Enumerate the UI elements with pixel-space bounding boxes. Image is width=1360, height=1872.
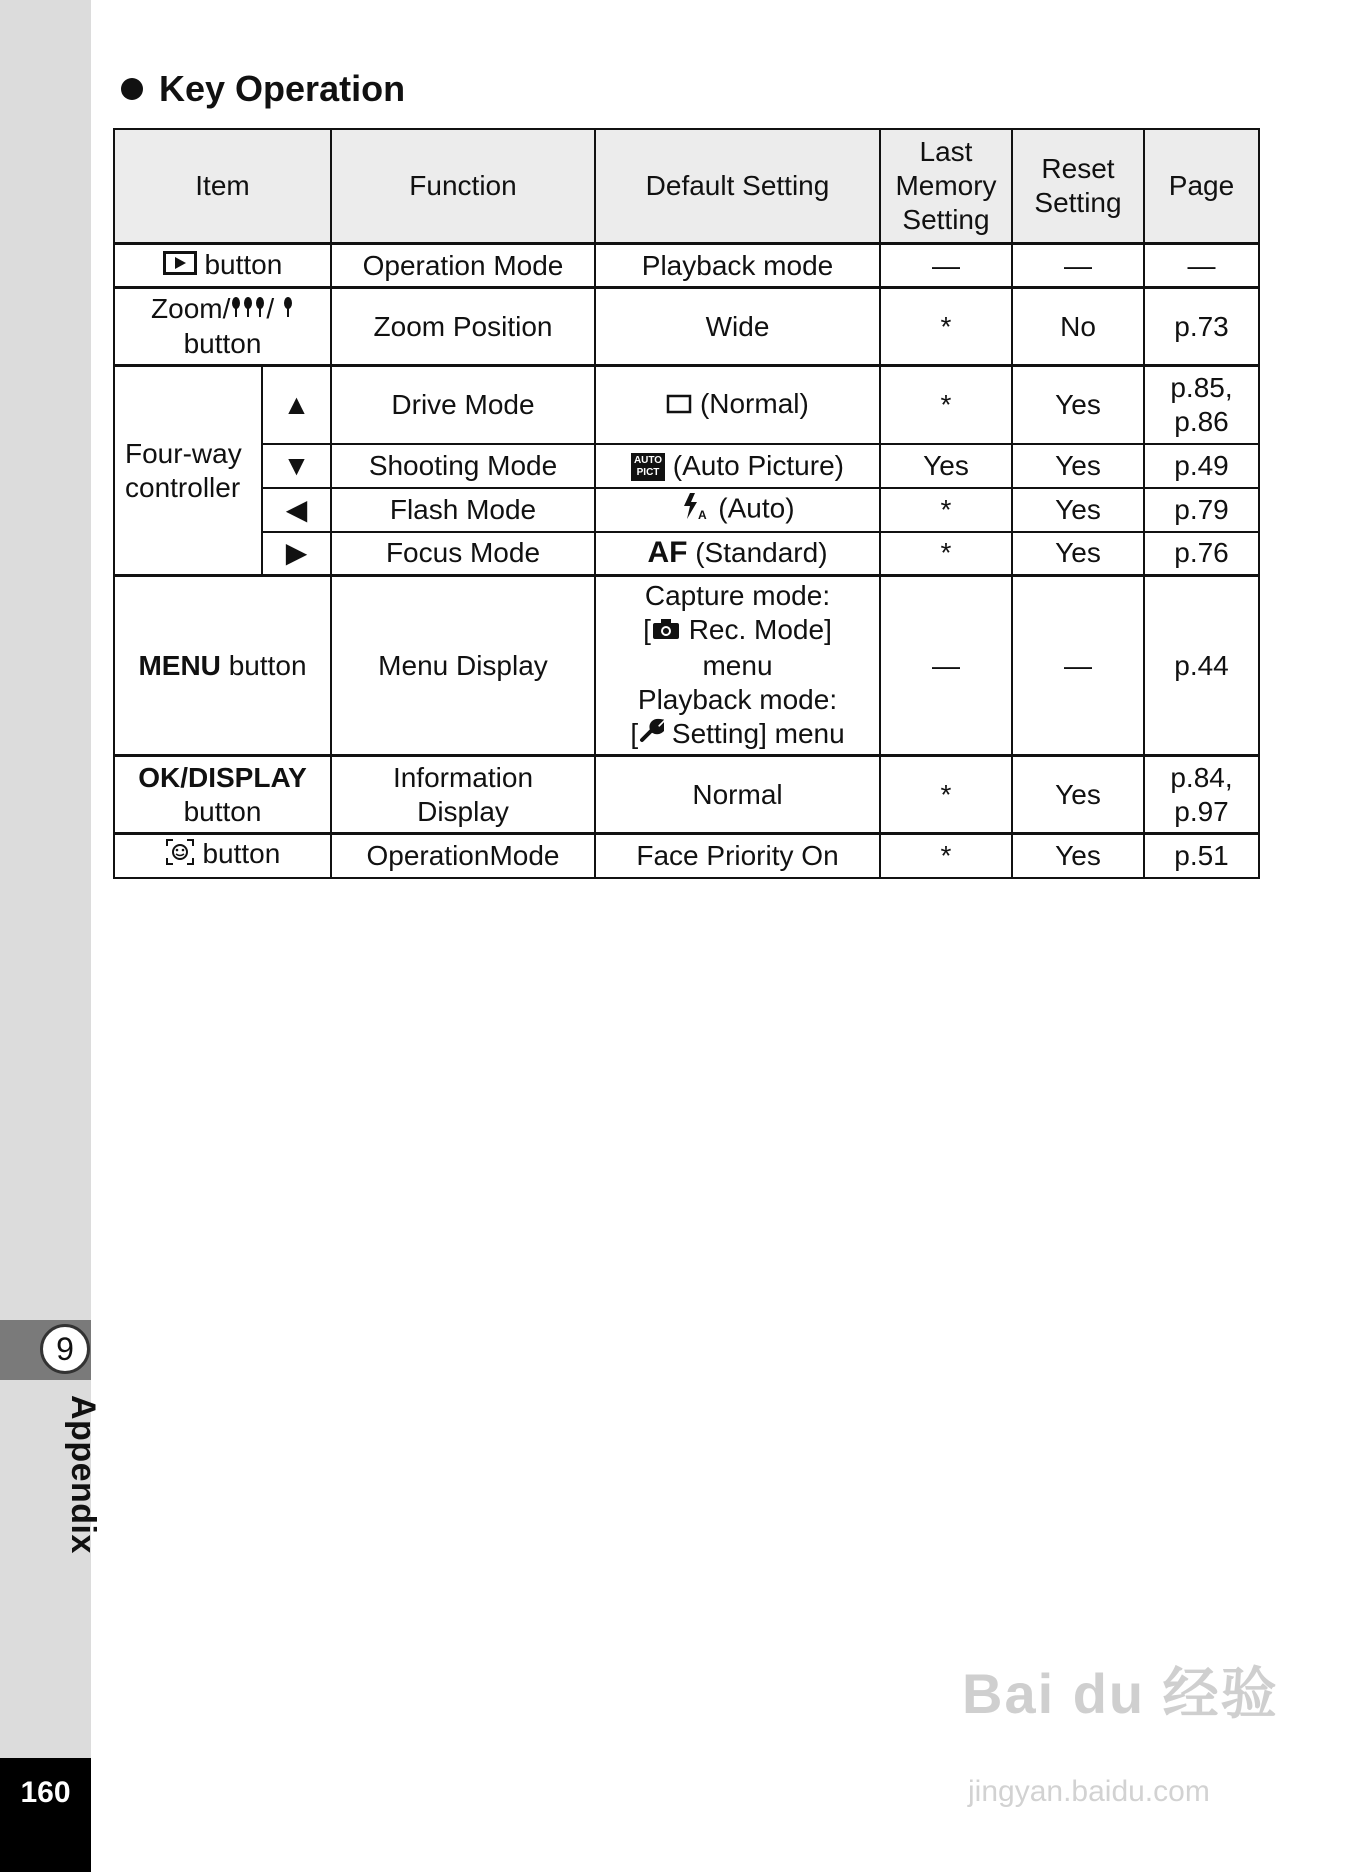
page-cell: p.84, p.97 [1144,756,1259,834]
reset-cell: Yes [1012,366,1144,444]
camera-icon [651,615,681,649]
reset-cell: — [1012,244,1144,288]
default-cell: (Normal) [595,366,880,444]
watermark: Bai du 经验 [962,1662,1279,1725]
flash-auto-icon [680,491,710,529]
table-row [114,444,1259,488]
page-cell: p.49 [1144,444,1259,488]
default-cell: AF (Standard) [595,532,880,576]
default-cell: Playback mode [595,244,880,288]
bullet-icon [121,78,143,100]
last-memory-cell: * [880,366,1012,444]
page-cell: p.85, p.86 [1144,366,1259,444]
arrow-left-icon: ◀ [262,488,331,532]
default-cell: Face Priority On [595,834,880,878]
header-item: Item [114,129,331,244]
function-cell: OperationMode [331,834,595,878]
page-cell: p.73 [1144,288,1259,366]
table-row [114,834,1259,878]
af-label: AF [647,536,688,570]
function-cell: Focus Mode [331,532,595,576]
page-cell: p.79 [1144,488,1259,532]
table-row [114,576,1259,756]
function-cell: Information Display [331,756,595,834]
item-menu-button: MENU button [114,576,331,756]
last-memory-cell: — [880,244,1012,288]
function-cell: Shooting Mode [331,444,595,488]
face-detection-icon [165,838,195,874]
reset-cell: — [1012,576,1144,756]
reset-cell: Yes [1012,532,1144,576]
item-ok-display-button: OK/DISPLAY button [114,756,331,834]
single-frame-icon [666,389,692,423]
page-cell: p.76 [1144,532,1259,576]
table-row [114,366,1259,444]
last-memory-cell: — [880,576,1012,756]
page-cell: p.44 [1144,576,1259,756]
playback-button-icon [163,249,197,283]
default-cell: Wide [595,288,880,366]
page-number: 160 [0,1758,91,1872]
default-cell: A (Auto) [595,488,880,532]
page-cell: p.51 [1144,834,1259,878]
item-playback-button: button [114,244,331,288]
zoom-tele-icon [230,293,266,327]
chapter-title: Appendix [64,1395,102,1554]
page-cell: — [1144,244,1259,288]
header-reset-setting: Reset Setting [1012,129,1144,244]
item-zoom-button: Zoom/ / button [114,288,331,366]
arrow-down-icon: ▼ [262,444,331,488]
zoom-wide-icon [282,293,294,327]
section-title: Key Operation [159,68,406,109]
watermark-url: jingyan.baidu.com [968,1775,1210,1808]
reset-cell: Yes [1012,834,1144,878]
header-function: Function [331,129,595,244]
reset-cell: No [1012,288,1144,366]
table-row [114,488,1259,532]
function-cell: Menu Display [331,576,595,756]
table-row [114,756,1259,834]
default-cell: AUTO PICT (Auto Picture) [595,444,880,488]
reset-cell: Yes [1012,756,1144,834]
header-default-setting: Default Setting [595,129,880,244]
last-memory-cell: * [880,288,1012,366]
function-cell: Flash Mode [331,488,595,532]
svg-text:A: A [698,507,708,521]
function-cell: Zoom Position [331,288,595,366]
last-memory-cell: * [880,834,1012,878]
function-cell: Drive Mode [331,366,595,444]
default-cell: Normal [595,756,880,834]
chapter-number: 9 [40,1324,90,1374]
wrench-icon [638,718,664,752]
table-row [114,288,1259,366]
key-operation-table [113,128,1260,879]
last-memory-cell: * [880,532,1012,576]
section-heading [121,68,405,110]
sidebar [0,0,91,1872]
reset-cell: Yes [1012,444,1144,488]
function-cell: Operation Mode [331,244,595,288]
item-four-way-controller: Four-way controller [114,366,262,576]
arrow-up-icon: ▲ [262,366,331,444]
table-header-row [114,129,1259,244]
header-last-memory: Last Memory Setting [880,129,1012,244]
table-row [114,244,1259,288]
default-cell: Capture mode: [ Rec. Mode] menu Playback mode: [ Setting] menu [595,576,880,756]
last-memory-cell: Yes [880,444,1012,488]
last-memory-cell: * [880,756,1012,834]
header-page: Page [1144,129,1259,244]
reset-cell: Yes [1012,488,1144,532]
arrow-right-icon: ▶ [262,532,331,576]
item-face-button: button [114,834,331,878]
last-memory-cell: * [880,488,1012,532]
auto-picture-icon: AUTO PICT [631,453,665,481]
table-row [114,532,1259,576]
